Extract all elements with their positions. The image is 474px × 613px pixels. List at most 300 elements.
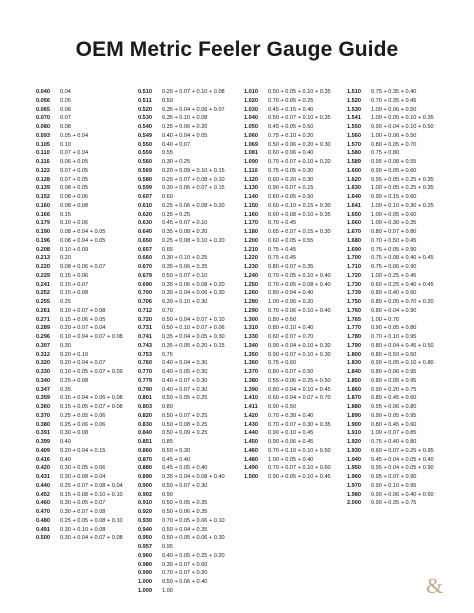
gauge-size: 1.290 <box>244 307 258 314</box>
table-row <box>138 491 240 500</box>
blade-combination: 0.60 + 0.25 + 0.40 + 0.45 <box>371 281 434 288</box>
blade-combination: 0.50 + 0.06 + 0.35 <box>162 509 208 515</box>
table-row <box>36 141 138 150</box>
table-row <box>347 289 449 298</box>
blade-combination: 0.25 + 0.06 + 0.08 + 0.20 <box>162 202 225 209</box>
blade-combination: 0.40 + 0.04 + 0.05 <box>162 132 208 139</box>
table-row <box>36 246 138 255</box>
gauge-size: 0.511 <box>138 97 152 104</box>
gauge-size: 1.090 <box>244 159 258 165</box>
gauge-size: 0.252 <box>36 290 50 297</box>
gauge-size: 1.830 <box>347 360 361 367</box>
gauge-size: 0.957 <box>138 544 152 550</box>
table-row <box>244 158 346 167</box>
gauge-size: 0.559 <box>138 150 152 157</box>
table-row <box>138 219 240 228</box>
table-row <box>347 456 449 465</box>
blade-combination: 0.45 + 0.15 + 0.40 <box>268 106 314 113</box>
table-row <box>244 246 346 255</box>
table-row <box>36 368 138 377</box>
table-row <box>138 289 240 298</box>
blade-combination: 0.08 + 0.06 + 0.07 <box>60 264 106 270</box>
blade-combination: 0.50 + 0.04 + 0.07 + 0.10 <box>162 316 225 323</box>
table-row <box>347 123 449 132</box>
table-row <box>244 333 346 342</box>
table-row <box>244 394 346 403</box>
table-row <box>347 499 449 508</box>
table-row <box>36 158 138 167</box>
gauge-size: 1.020 <box>244 97 258 104</box>
gauge-size: 1.120 <box>244 176 258 183</box>
blade-combination: 0.70 + 0.06 + 0.10 + 0.40 <box>268 307 331 314</box>
table-row <box>244 219 346 228</box>
table-row <box>244 123 346 132</box>
blade-combination: 0.30 + 0.05 + 0.06 <box>60 465 106 472</box>
table-row <box>347 464 449 473</box>
table-row <box>138 569 240 578</box>
gauge-size: 1.950 <box>347 465 361 472</box>
blade-combination: 0.75 + 0.08 + 0.40 + 0.45 <box>371 255 434 262</box>
blade-combination: 0.70 + 0.50 + 0.45 <box>371 237 417 244</box>
gauge-size: 1.700 <box>347 255 361 262</box>
gauge-size: 0.770 <box>138 369 152 375</box>
gauge-size: 0.731 <box>138 325 152 332</box>
table-row <box>138 106 240 115</box>
blade-combination: 0.06 <box>60 106 71 113</box>
blade-combination: 0.30 + 0.04 + 0.06 + 0.30 <box>162 290 225 297</box>
blade-combination: 0.10 <box>60 141 71 148</box>
blade-combination: 0.35 + 0.10 + 0.08 <box>162 115 208 122</box>
blade-combination: 0.50 + 0.07 + 0.30 <box>162 482 208 489</box>
table-row <box>244 114 346 123</box>
table-row <box>347 202 449 211</box>
gauge-size: 0.880 <box>138 465 152 472</box>
gauge-size: 0.360 <box>36 404 50 410</box>
gauge-size: 0.950 <box>138 535 152 542</box>
blade-combination: 0.95 + 0.04 + 0.05 + 0.90 <box>371 465 434 472</box>
gauge-size: 1.690 <box>347 246 361 253</box>
table-row <box>244 368 346 377</box>
blade-combination: 0.75 + 0.45 <box>268 246 297 253</box>
blade-combination: 0.25 + 0.07 + 0.08 + 0.10 <box>162 176 225 183</box>
gauge-size: 0.550 <box>138 141 152 148</box>
table-row <box>36 351 138 360</box>
blade-combination: 0.50 + 0.07 + 0.25 <box>162 412 208 419</box>
table-row <box>138 473 240 482</box>
table-row <box>347 184 449 193</box>
gauge-size: 0.152 <box>36 194 50 200</box>
gauge-size: 1.900 <box>347 421 361 428</box>
table-row <box>244 97 346 106</box>
table-row <box>347 114 449 123</box>
gauge-size: 1.739 <box>347 290 361 297</box>
gauge-size: 0.569 <box>138 167 152 174</box>
blade-combination: 0.07 <box>60 115 71 122</box>
gauge-size: 1.130 <box>244 185 258 192</box>
table-row <box>138 281 240 290</box>
gauge-size: 1.550 <box>347 124 361 130</box>
gauge-size: 1.620 <box>347 176 361 183</box>
blade-combination: 0.80 + 0.04 + 0.40 <box>268 290 314 297</box>
table-row <box>244 456 346 465</box>
blade-combination: 0.30 + 0.07 + 0.08 <box>60 509 106 515</box>
table-row <box>244 307 346 316</box>
table-row <box>347 412 449 421</box>
gauge-size: 1.640 <box>347 194 361 200</box>
table-row <box>347 429 449 438</box>
blade-combination: 0.70 + 0.07 + 0.30 + 0.35 <box>268 421 331 428</box>
gauge-size: 0.980 <box>138 561 152 568</box>
blade-combination: 0.65 + 0.07 + 0.15 + 0.30 <box>268 229 331 235</box>
blade-combination: 0.30 + 0.08 <box>60 430 89 437</box>
blade-combination: 0.35 + 0.04 + 0.08 + 0.40 <box>162 474 225 480</box>
blade-combination: 0.80 + 0.45 + 0.60 <box>371 395 417 402</box>
gauge-size: 0.056 <box>36 97 50 104</box>
blade-combination: 0.50 + 0.07 + 0.10 <box>162 272 208 279</box>
blade-combination: 0.05 + 0.04 <box>60 132 89 139</box>
gauge-size: 0.960 <box>138 552 152 559</box>
blade-combination: 0.60 + 0.04 + 0.07 + 0.70 <box>268 395 331 402</box>
table-row <box>244 263 346 272</box>
blade-combination: 0.30 + 0.04 + 0.07 + 0.08 <box>60 535 123 542</box>
gauge-size: 0.128 <box>36 176 50 183</box>
table-row <box>138 438 240 447</box>
blade-combination: 0.70 + 0.10 + 0.95 <box>371 334 417 340</box>
table-row <box>138 587 240 596</box>
table-row <box>36 289 138 298</box>
blade-combination: 0.75 + 0.40 + 0.80 <box>371 439 417 445</box>
gauge-size: 1.560 <box>347 132 361 139</box>
gauge-size: 0.860 <box>138 447 152 454</box>
table-row <box>36 464 138 473</box>
blade-combination: 1.00 + 0.05 + 0.60 <box>371 211 417 218</box>
table-row <box>347 351 449 360</box>
blade-combination: 0.08 + 0.08 <box>60 202 89 209</box>
blade-combination: 0.25 + 0.06 + 0.06 <box>60 421 106 428</box>
table-row <box>244 289 346 298</box>
gauge-size: 0.760 <box>138 360 152 367</box>
gauge-size: 0.990 <box>138 570 152 577</box>
table-row <box>347 272 449 281</box>
blade-combination: 0.70 + 0.07 + 0.10 + 0.20 <box>268 159 331 165</box>
gauge-size: 0.070 <box>36 115 50 122</box>
table-row <box>138 88 240 97</box>
table-row <box>36 386 138 395</box>
blade-combination: 0.90 + 0.35 + 0.75 <box>371 500 417 507</box>
gauge-size: 0.902 <box>138 491 152 498</box>
gauge-size: 1.340 <box>244 342 258 349</box>
blade-combination: 0.75 + 0.05 + 0.30 <box>268 167 314 174</box>
gauge-size: 0.431 <box>36 474 50 480</box>
blade-combination: 0.50 + 0.05 + 0.10 + 0.35 <box>268 89 331 95</box>
blade-combination: 0.75 + 0.05 + 0.90 <box>371 246 417 253</box>
blade-combination: 0.08 + 0.04 + 0.05 <box>60 237 106 244</box>
table-row <box>138 316 240 325</box>
gauge-size: 1.069 <box>244 141 258 148</box>
blade-combination: 0.60 + 0.20 + 0.30 <box>268 176 314 183</box>
gauge-size: 0.370 <box>36 412 50 419</box>
table-row <box>138 377 240 386</box>
blade-combination: 0.75 + 0.80 <box>371 150 400 157</box>
blade-combination: 0.30 + 0.08 + 0.04 <box>60 474 106 480</box>
gauge-size: 1.050 <box>244 124 258 130</box>
table-row <box>36 491 138 500</box>
gauge-size: 0.220 <box>36 264 50 270</box>
table-row <box>36 281 138 290</box>
gauge-size: 1.570 <box>347 141 361 148</box>
gauge-size: 0.213 <box>36 255 50 262</box>
blade-combination: 0.40 + 0.04 + 0.30 <box>162 360 208 367</box>
gauge-size: 1.920 <box>347 439 361 445</box>
blade-combination: 0.15 + 0.06 + 0.05 <box>60 316 106 323</box>
brand-logo: & <box>426 573 444 598</box>
blade-combination: 0.50 + 0.09 + 0.25 <box>162 430 208 437</box>
table-row <box>138 149 240 158</box>
gauge-size: 0.620 <box>138 211 152 218</box>
blade-combination: 0.70 + 0.07 + 0.20 <box>162 570 208 577</box>
gauge-size: 1.730 <box>347 281 361 288</box>
gauge-size: 0.380 <box>36 421 50 428</box>
gauge-size: 1.150 <box>244 202 258 209</box>
table-row <box>244 184 346 193</box>
table-row <box>36 88 138 97</box>
gauge-size: 1.790 <box>347 342 361 349</box>
blade-combination: 0.20 <box>60 255 71 262</box>
table-row <box>347 491 449 500</box>
table-row <box>347 333 449 342</box>
blade-combination: 0.90 + 0.05 + 0.95 <box>371 412 417 419</box>
gauge-size: 1.760 <box>347 307 361 314</box>
gauge-size: 1.110 <box>244 167 258 174</box>
table-row <box>36 499 138 508</box>
table-row <box>138 176 240 185</box>
table-row <box>347 132 449 141</box>
table-row <box>138 141 240 150</box>
gauge-size: 0.670 <box>138 264 152 270</box>
table-row <box>347 167 449 176</box>
table-row <box>244 342 346 351</box>
gauge-size: 0.409 <box>36 447 50 454</box>
table-row <box>138 526 240 535</box>
gauge-size: 0.320 <box>36 360 50 367</box>
gauge-size: 1.200 <box>244 237 258 244</box>
blade-combination: 0.50 + 0.05 + 0.06 + 0.30 <box>162 535 225 542</box>
blade-combination: 0.80 + 0.07 + 0.80 <box>371 229 417 235</box>
table-column-3 <box>244 88 346 482</box>
blade-combination: 0.30 + 0.06 + 0.07 + 0.15 <box>162 185 225 192</box>
gauge-size: 0.190 <box>36 229 50 235</box>
blade-combination: 0.70 <box>162 307 173 314</box>
gauge-size: 0.040 <box>36 89 50 95</box>
table-row <box>347 359 449 368</box>
blade-combination: 0.40 + 0.07 + 0.30 <box>162 377 208 384</box>
blade-combination: 0.90 + 0.10 + 0.95 <box>371 482 417 489</box>
blade-combination: 1.00 + 0.70 <box>371 316 400 323</box>
table-row <box>138 202 240 211</box>
gauge-size: 1.680 <box>347 237 361 244</box>
table-row <box>36 508 138 517</box>
table-row <box>244 386 346 395</box>
gauge-size: 0.255 <box>36 299 50 305</box>
blade-combination: 0.70 + 0.35 + 0.45 <box>371 97 417 104</box>
gauge-size: 0.851 <box>138 439 152 445</box>
blade-combination: 0.90 + 0.04 + 0.10 + 0.50 <box>371 124 434 130</box>
table-row <box>36 184 138 193</box>
gauge-size: 0.296 <box>36 334 50 340</box>
blade-combination: 0.80 + 0.04 + 0.10 + 0.45 <box>268 386 331 393</box>
table-row <box>347 307 449 316</box>
table-row <box>138 421 240 430</box>
blade-combination: 0.25 + 0.05 + 0.08 + 0.10 <box>60 517 123 524</box>
table-row <box>36 254 138 263</box>
gauge-size: 0.208 <box>36 246 50 253</box>
table-row <box>138 272 240 281</box>
blade-combination: 0.40 + 0.07 <box>162 141 191 148</box>
blade-combination: 0.80 + 0.04 + 0.90 <box>371 307 417 314</box>
gauge-size: 1.390 <box>244 386 258 393</box>
table-row <box>138 254 240 263</box>
table-row <box>138 368 240 377</box>
blade-combination: 0.80 + 0.06 + 0.95 <box>371 369 417 375</box>
gauge-size: 1.870 <box>347 395 361 402</box>
table-row <box>347 228 449 237</box>
blade-combination: 0.25 + 0.08 <box>60 377 89 384</box>
gauge-size: 0.460 <box>36 500 50 507</box>
table-row <box>244 412 346 421</box>
blade-combination: 0.05 <box>60 97 71 104</box>
blade-combination: 0.15 + 0.08 + 0.10 + 0.10 <box>60 491 123 498</box>
gauge-size: 1.060 <box>244 132 258 139</box>
gauge-size: 0.560 <box>138 159 152 165</box>
blade-combination: 0.70 + 0.07 + 0.10 + 0.60 <box>268 465 331 472</box>
gauge-size: 0.179 <box>36 220 50 227</box>
blade-combination: 0.80 + 0.05 + 0.70 + 0.20 <box>371 299 434 305</box>
gauge-size: 0.679 <box>138 272 152 279</box>
table-row <box>244 421 346 430</box>
blade-combination: 0.75 + 0.06 + 0.90 <box>371 264 417 270</box>
gauge-size: 0.803 <box>138 404 152 410</box>
blade-combination: 0.07 + 0.05 <box>60 167 89 174</box>
gauge-size: 2.000 <box>347 500 361 507</box>
table-row <box>347 394 449 403</box>
gauge-size: 1.140 <box>244 194 258 200</box>
blade-combination: 0.45 + 0.04 + 0.05 + 0.40 <box>371 456 434 463</box>
gauge-size: 1.360 <box>244 360 258 367</box>
gauge-size: 1.300 <box>244 316 258 323</box>
table-row <box>36 359 138 368</box>
gauge-size: 1.480 <box>244 456 258 463</box>
table-row <box>36 403 138 412</box>
gauge-size: 1.600 <box>347 167 361 174</box>
blade-combination: 0.35 + 0.08 + 0.20 <box>162 229 208 235</box>
table-row <box>347 403 449 412</box>
gauge-size: 0.690 <box>138 281 152 288</box>
table-row <box>244 149 346 158</box>
gauge-size: 1.580 <box>347 150 361 157</box>
gauge-size: 1.230 <box>244 264 258 270</box>
gauge-size: 0.650 <box>138 237 152 244</box>
table-row <box>36 421 138 430</box>
gauge-size: 0.500 <box>36 535 50 542</box>
gauge-size: 0.080 <box>36 124 50 130</box>
blade-combination: 0.80 + 0.50 <box>268 316 297 323</box>
gauge-size: 0.741 <box>138 334 152 340</box>
gauge-size: 0.105 <box>36 141 50 148</box>
gauge-size: 0.910 <box>138 500 152 507</box>
table-row <box>36 132 138 141</box>
table-row <box>36 237 138 246</box>
table-row <box>138 394 240 403</box>
blade-combination: 0.30 + 0.10 + 0.30 <box>162 299 208 305</box>
gauge-size: 1.890 <box>347 412 361 419</box>
table-row <box>138 263 240 272</box>
blade-combination: 0.60 + 0.07 + 0.70 <box>268 334 314 340</box>
gauge-size: 0.890 <box>138 474 152 480</box>
blade-combination: 0.50 + 0.07 + 0.10 + 0.35 <box>268 115 331 122</box>
blade-combination: 0.15 <box>60 211 71 218</box>
blade-combination: 0.25 + 0.07 + 0.08 + 0.04 <box>60 482 123 489</box>
table-row <box>347 149 449 158</box>
table-row <box>36 517 138 526</box>
table-row <box>36 202 138 211</box>
gauge-size: 0.065 <box>36 106 50 113</box>
table-row <box>244 176 346 185</box>
table-row <box>36 429 138 438</box>
gauge-size: 1.009 <box>138 587 152 594</box>
blade-combination: 0.95 + 0.08 + 0.55 <box>371 159 417 165</box>
gauge-size: 0.160 <box>36 202 50 209</box>
table-row <box>138 237 240 246</box>
gauge-size: 0.530 <box>138 115 152 122</box>
gauge-size: 1.720 <box>347 272 361 279</box>
gauge-size: 0.307 <box>36 342 50 349</box>
table-row <box>347 342 449 351</box>
blade-combination: 0.90 + 0.07 + 0.15 <box>268 185 314 192</box>
gauge-size: 1.930 <box>347 447 361 454</box>
blade-combination: 0.95 + 0.07 + 0.90 <box>371 474 417 480</box>
blade-combination: 0.10 + 0.07 + 0.08 <box>60 307 106 314</box>
table-row <box>36 333 138 342</box>
table-row <box>347 386 449 395</box>
gauge-size: 1.970 <box>347 482 361 489</box>
gauge-size: 0.657 <box>138 246 152 253</box>
blade-combination: 0.90 + 0.05 + 0.10 + 0.80 <box>371 360 434 367</box>
blade-combination: 0.70 + 0.45 <box>268 220 297 227</box>
table-row <box>347 368 449 377</box>
gauge-size: 0.820 <box>138 412 152 419</box>
gauge-size: 1.770 <box>347 325 361 332</box>
gauge-size: 1.420 <box>244 412 258 419</box>
gauge-size: 1.380 <box>244 377 258 384</box>
blade-combination: 0.90 + 0.06 + 0.40 + 0.60 <box>371 491 434 498</box>
table-row <box>244 88 346 97</box>
gauge-size: 0.920 <box>138 509 152 515</box>
blade-combination: 0.30 <box>60 342 71 349</box>
gauge-size: 0.416 <box>36 456 50 463</box>
gauge-size: 0.640 <box>138 229 152 235</box>
blade-combination: 0.90 + 0.07 + 0.10 + 0.30 <box>268 351 331 358</box>
gauge-size: 1.250 <box>244 281 258 288</box>
table-row <box>244 359 346 368</box>
table-row <box>36 272 138 281</box>
table-row <box>347 447 449 456</box>
blade-combination: 0.50 <box>162 97 173 104</box>
blade-combination: 0.50 + 0.04 + 0.35 <box>162 526 208 533</box>
blade-combination: 0.15 + 0.07 <box>60 281 89 288</box>
blade-combination: 0.40 + 0.05 + 0.25 + 0.20 <box>162 552 225 559</box>
blade-combination: 0.45 + 0.05 + 0.40 <box>162 465 208 472</box>
table-row <box>347 482 449 491</box>
